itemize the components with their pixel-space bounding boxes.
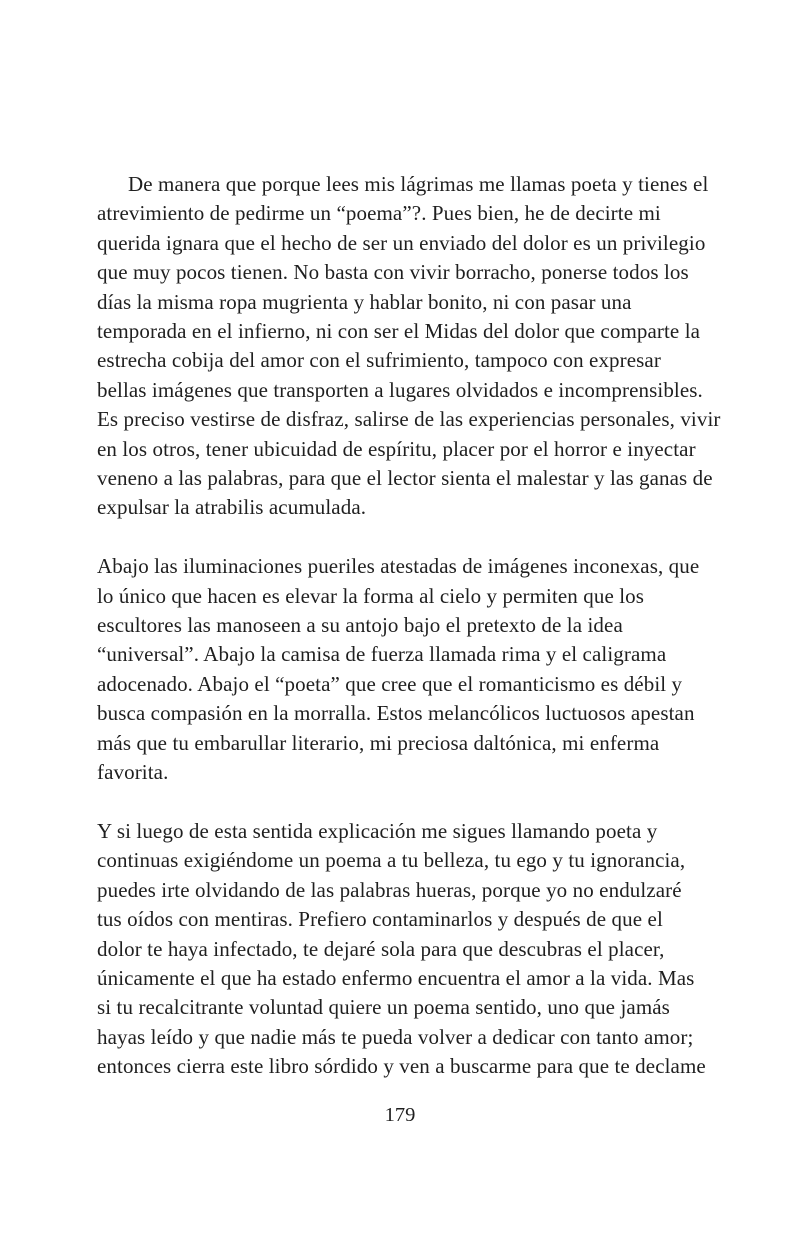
text-line: días la misma ropa mugrienta y hablar bonito, ni con pasar una bbox=[97, 289, 632, 314]
text-line: entonces cierra este libro sórdido y ven a buscarme para que te declame bbox=[97, 1054, 706, 1079]
text-line: en los otros, tener ubicuidad de espíritu, placer por el horror e inyectar bbox=[97, 436, 696, 461]
text-line: únicamente el que ha estado enfermo encuentra el amor a la vida. Mas bbox=[97, 965, 695, 990]
text-line: De manera que porque lees mis lágrimas me llamas poeta y tienes el bbox=[128, 172, 709, 196]
text-line: continuas exigiéndome un poema a tu belleza, tu ego y tu ignorancia, bbox=[97, 848, 686, 873]
text-line: Es preciso vestirse de disfraz, salirse de las experiencias personales, vivir bbox=[97, 407, 721, 432]
paragraph-1 bbox=[97, 170, 722, 523]
text-line: temporada en el infierno, ni con ser el Midas del dolor que comparte la bbox=[97, 319, 701, 344]
text-line: “universal”. Abajo la camisa de fuerza llamada rima y el caligrama bbox=[97, 642, 667, 667]
paragraph-2 bbox=[97, 552, 722, 787]
page-text-block bbox=[97, 170, 722, 1082]
text-line: puedes irte olvidando de las palabras hueras, porque yo no endulzaré bbox=[97, 877, 682, 902]
text-line: busca compasión en la morralla. Estos melancólicos luctuosos apestan bbox=[97, 701, 695, 726]
text-line: adocenado. Abajo el “poeta” que cree que el romanticismo es débil y bbox=[97, 671, 683, 696]
text-line: dolor te haya infectado, te dejaré sola para que descubras el placer, bbox=[97, 936, 665, 961]
text-line: bellas imágenes que transporten a lugares olvidados e incomprensibles. bbox=[97, 377, 703, 402]
page-number: 179 bbox=[384, 1104, 416, 1126]
text-line: tus oídos con mentiras. Prefiero contaminarlos y después de que el bbox=[97, 907, 663, 932]
text-line: atrevimiento de pedirme un “poema”?. Pues bien, he de decirte mi bbox=[97, 201, 661, 226]
text-line: más que tu embarullar literario, mi preciosa daltónica, mi enferma bbox=[97, 730, 660, 755]
text-line: que muy pocos tienen. No basta con vivir borracho, ponerse todos los bbox=[97, 260, 689, 285]
text-line: favorita. bbox=[97, 760, 169, 785]
text-line: Abajo las iluminaciones pueriles atestadas de imágenes inconexas, que bbox=[97, 554, 700, 579]
paragraph-3 bbox=[97, 817, 722, 1082]
text-line: escultores las manoseen a su antojo bajo el pretexto de la idea bbox=[97, 613, 623, 638]
text-line: lo único que hacen es elevar la forma al cielo y permiten que los bbox=[97, 583, 645, 608]
text-line: querida ignara que el hecho de ser un enviado del dolor es un privilegio bbox=[97, 230, 706, 255]
text-line: estrecha cobija del amor con el sufrimiento, tampoco con expresar bbox=[97, 348, 661, 373]
text-line: si tu recalcitrante voluntad quiere un poema sentido, uno que jamás bbox=[97, 995, 670, 1020]
text-line: Y si luego de esta sentida explicación me sigues llamando poeta y bbox=[97, 818, 658, 843]
text-line: veneno a las palabras, para que el lector sienta el malestar y las ganas de bbox=[97, 466, 713, 491]
text-line: expulsar la atrabilis acumulada. bbox=[97, 495, 367, 520]
text-line: hayas leído y que nadie más te pueda volver a dedicar con tanto amor; bbox=[97, 1024, 694, 1049]
